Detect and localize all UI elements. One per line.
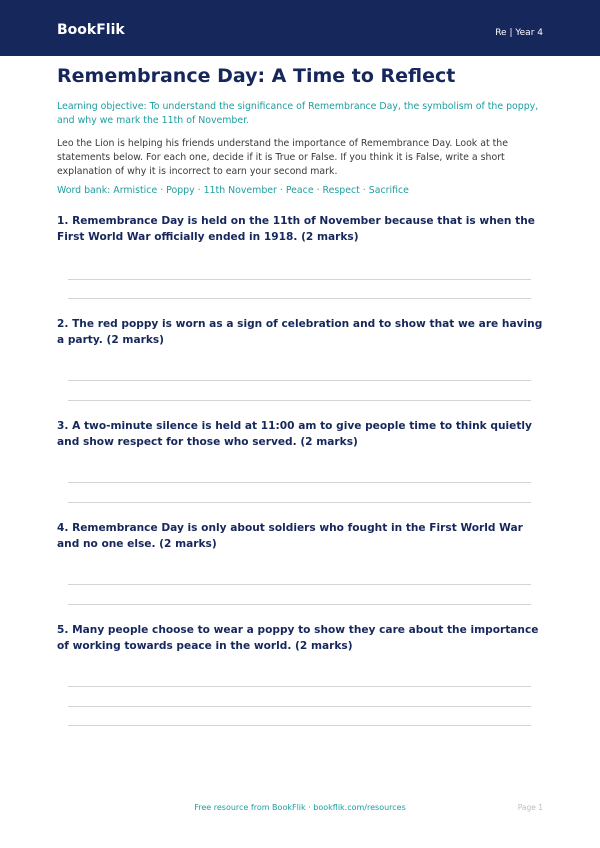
question-1 [57,214,547,245]
answer-line-q5-3[interactable] [68,725,531,726]
intro-paragraph: Leo the Lion is helping his friends understand the importance of Remembrance Day. Look at the statements below. For each one, decide if it is True or False. If you think it is False, write a short explanation of why it is incorrect to earn your second mark. [57,138,509,177]
header-bar [0,0,600,56]
page-title: Remembrance Day: A Time to Reflect [57,65,456,87]
question-5 [57,623,547,654]
answer-line-q5-2[interactable] [68,706,531,707]
learning-objective: Learning objective: To understand the significance of Remembrance Day, the symbolism of the poppy, and why we mark the 11th of November. [57,101,539,126]
header-meta: Re | Year 4 [495,28,543,38]
answer-line-q2-2[interactable] [68,400,531,401]
question-1-text: 1. Remembrance Day is held on the 11th of November because that is when the First World War officially ended in 1918. (2 marks) [57,215,535,243]
question-2 [57,317,547,348]
question-5-text: 5. Many people choose to wear a poppy to show they care about the importance of working towards peace in the world. (2 marks) [57,624,539,652]
answer-line-q3-2[interactable] [68,502,531,503]
answer-line-q4-1[interactable] [68,584,531,585]
question-4-text: 4. Remembrance Day is only about soldiers who fought in the First World War and no one else. (2 marks) [57,522,523,550]
brand-logo-text[interactable]: BookFlik [57,22,125,38]
word-bank: Word bank: Armistice · Poppy · 11th November · Peace · Respect · Sacrifice [57,185,409,196]
question-3 [57,419,547,450]
footer-link[interactable]: Free resource from BookFlik · bookflik.com/resources [194,803,406,812]
page-number: Page 1 [517,803,543,812]
answer-line-q3-1[interactable] [68,482,531,483]
answer-line-q1-1[interactable] [68,279,531,280]
question-3-text: 3. A two-minute silence is held at 11:00 am to give people time to think quietly and show respect for those who served. (2 marks) [57,420,532,448]
question-4 [57,521,547,552]
answer-line-q5-1[interactable] [68,686,531,687]
answer-line-q1-2[interactable] [68,298,531,299]
answer-line-q4-2[interactable] [68,604,531,605]
answer-line-q2-1[interactable] [68,380,531,381]
question-2-text: 2. The red poppy is worn as a sign of celebration and to show that we are having a party. (2 marks) [57,318,543,346]
